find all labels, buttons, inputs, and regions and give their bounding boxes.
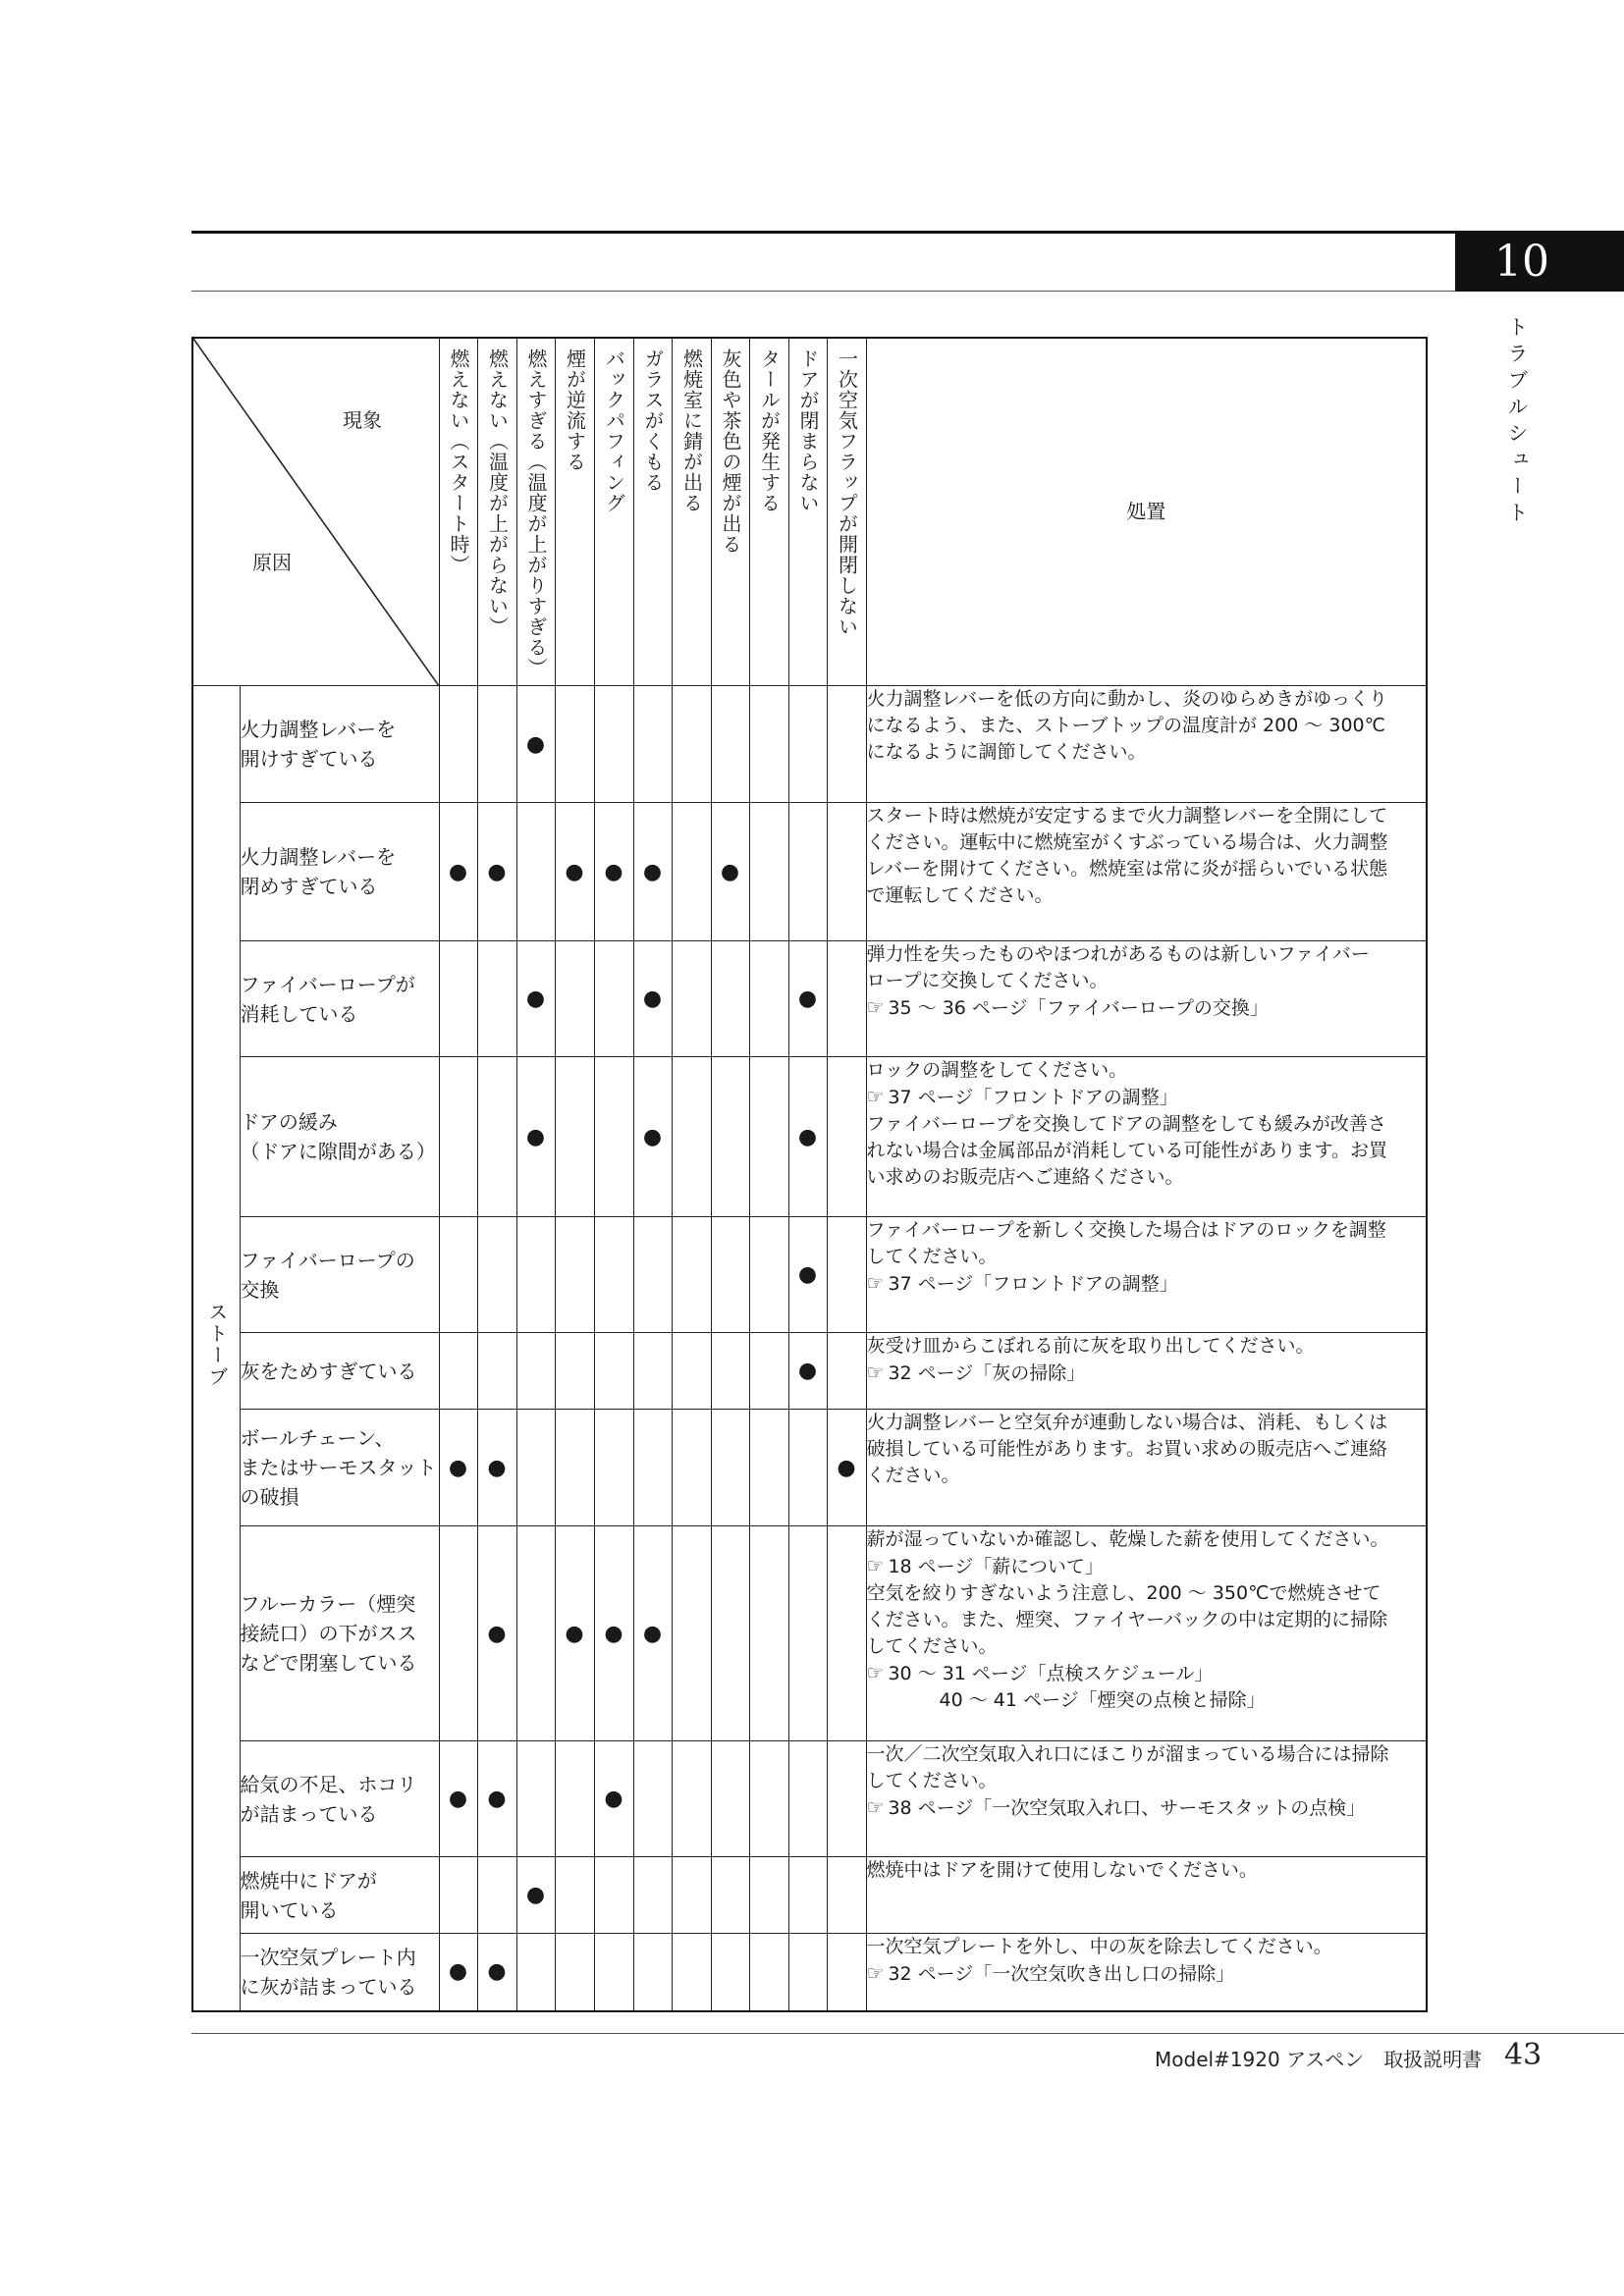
symptom-mark-cell	[749, 1741, 788, 1857]
cause-cell	[240, 941, 439, 1057]
symptom-header	[633, 338, 672, 686]
table-row	[192, 1333, 1427, 1410]
symptom-header	[827, 338, 866, 686]
symptom-mark-cell	[594, 1857, 633, 1934]
symptom-mark-cell	[827, 686, 866, 803]
header-action: 処置	[866, 338, 1427, 686]
header-cause: 原因	[252, 551, 292, 574]
symptom-mark-cell	[516, 1217, 555, 1333]
action-cell	[866, 941, 1427, 1057]
action-text: ください。運転中に燃焼室がくすぶっている場合は、火力調整	[866, 831, 1388, 853]
table-row	[192, 1526, 1427, 1741]
symptom-mark-cell	[555, 941, 594, 1057]
cause-text: 開けすぎている	[240, 747, 378, 771]
troubleshooting-table	[191, 337, 1428, 2012]
bullet-mark-icon: ●	[565, 859, 584, 884]
bullet-mark-icon: ●	[720, 859, 740, 884]
symptom-mark-cell	[788, 1741, 827, 1857]
symptom-mark-cell	[672, 1526, 711, 1741]
symptom-mark-cell	[439, 1057, 477, 1217]
footer-model: Model#1920 アスペン 取扱説明書	[1155, 2048, 1483, 2071]
symptom-mark-cell	[477, 1741, 516, 1857]
pointing-hand-icon: ☞	[866, 1361, 885, 1384]
symptom-mark-cell	[633, 1410, 672, 1526]
action-text: 薪が湿っていないか確認し、乾燥した薪を使用してください。	[866, 1528, 1389, 1550]
action-text: 火力調整レバーと空気弁が連動しない場合は、消耗、もしくは	[866, 1412, 1388, 1433]
symptom-label: バックパフィング	[602, 348, 626, 513]
page-reference-text: 37 ページ「フロントドアの調整」	[888, 1273, 1178, 1295]
action-text: スタート時は燃焼が安定するまで火力調整レバーを全開にして	[866, 805, 1388, 827]
symptom-label: 燃えすぎる（温度が上がりすぎる）	[524, 348, 548, 678]
symptom-mark-cell	[555, 686, 594, 803]
bullet-mark-icon: ●	[837, 1455, 856, 1480]
pointing-hand-icon: ☞	[866, 995, 885, 1019]
bullet-mark-icon: ●	[448, 1455, 468, 1480]
symptom-mark-cell	[633, 1857, 672, 1934]
cause-cell	[240, 1857, 439, 1934]
action-text: ファイバーロープを交換してドアの調整をしても緩みが改善さ	[866, 1113, 1386, 1135]
cause-text: が詰まっている	[240, 1801, 378, 1826]
symptom-header	[439, 338, 477, 686]
symptom-mark-cell	[827, 1057, 866, 1217]
cause-cell	[240, 686, 439, 803]
symptom-mark-cell	[672, 803, 711, 941]
symptom-mark-cell	[788, 1333, 827, 1410]
symptom-mark-cell	[439, 1857, 477, 1934]
action-text: ファイバーロープを新しく交換した場合はドアのロックを調整	[866, 1219, 1386, 1241]
page-number: 43	[1504, 2038, 1543, 2072]
symptom-mark-cell	[672, 1741, 711, 1857]
action-cell	[866, 1741, 1427, 1857]
bullet-mark-icon: ●	[797, 1124, 818, 1149]
symptom-mark-cell	[439, 1741, 477, 1857]
bullet-mark-icon: ●	[448, 859, 468, 884]
action-cell	[866, 1057, 1427, 1217]
symptom-mark-cell	[749, 941, 788, 1057]
symptom-mark-cell	[827, 1410, 866, 1526]
symptom-label: 煙が逆流する	[563, 348, 587, 472]
bullet-mark-icon: ●	[604, 1621, 623, 1646]
cause-cell	[240, 1057, 439, 1217]
cause-text: 火力調整レバーを	[240, 718, 397, 741]
page-reference	[867, 1687, 1427, 1714]
action-text: 一次／二次空気取入れ口にほこりが溜まっている場合には掃除	[866, 1743, 1389, 1765]
cause-text: 燃焼中にドアが	[240, 1868, 377, 1893]
cause-text: 給気の不足、ホコリ	[240, 1772, 417, 1796]
symptom-mark-cell	[477, 1526, 516, 1741]
page-reference-text: 35 ～ 36 ページ「ファイバーロープの交換」	[888, 997, 1269, 1019]
action-text: してください。	[866, 1635, 998, 1657]
symptom-mark-cell	[477, 1057, 516, 1217]
pointing-hand-icon: ☞	[866, 1554, 885, 1577]
symptom-mark-cell	[788, 1526, 827, 1741]
action-text: ロックの調整をしてください。	[866, 1059, 1128, 1081]
symptom-mark-cell	[788, 1857, 827, 1934]
cause-text: （ドアに隙間がある）	[240, 1140, 436, 1163]
cause-text: 交換	[240, 1277, 280, 1302]
symptom-header	[594, 338, 633, 686]
symptom-mark-cell	[633, 941, 672, 1057]
action-text: してください。	[866, 1770, 998, 1791]
page-reference	[867, 1960, 1427, 1988]
symptom-mark-cell	[711, 1934, 749, 2011]
symptom-label: 一次空気フラップが開閉しない	[835, 348, 859, 637]
cause-text: またはサーモスタット	[240, 1456, 437, 1479]
symptom-header	[788, 338, 827, 686]
symptom-mark-cell	[516, 803, 555, 941]
bullet-mark-icon: ●	[642, 1621, 663, 1646]
action-text: してください。	[866, 1246, 998, 1267]
symptom-label: タールが発生する	[757, 348, 782, 513]
table-row	[192, 1934, 1427, 2011]
cause-text: 接続口）の下がスス	[240, 1622, 417, 1645]
symptom-mark-cell	[788, 1410, 827, 1526]
action-text: 弾力性を失ったものやほつれがあるものは新しいファイバー	[866, 943, 1370, 965]
symptom-header	[555, 338, 594, 686]
diagonal-line	[193, 339, 439, 685]
symptom-mark-cell	[594, 1410, 633, 1526]
symptom-mark-cell	[711, 941, 749, 1057]
page-reference	[867, 1553, 1427, 1580]
cause-cell	[240, 1333, 439, 1410]
pointing-hand-icon: ☞	[866, 1961, 885, 1985]
action-text: れない場合は金属部品が消耗している可能性があります。お買	[866, 1140, 1387, 1161]
cause-text: 一次空気プレート内	[240, 1945, 416, 1969]
cause-cell	[240, 1410, 439, 1526]
symptom-mark-cell	[672, 1857, 711, 1934]
cause-cell	[240, 803, 439, 941]
bullet-mark-icon: ●	[797, 987, 818, 1011]
bullet-mark-icon: ●	[797, 1359, 818, 1383]
symptom-label: ガラスがくもる	[641, 348, 665, 493]
cause-text: フルーカラー（煙突	[240, 1592, 416, 1616]
symptom-mark-cell	[749, 1333, 788, 1410]
page-reference-text: 38 ページ「一次空気取入れ口、サーモスタットの点検」	[888, 1797, 1366, 1819]
action-text: レバーを開けてください。燃焼室は常に炎が揺らいでいる状態	[866, 858, 1388, 880]
cause-text: ドアの緩み	[240, 1110, 338, 1134]
table-row	[192, 1857, 1427, 1934]
table-header-row	[192, 338, 1427, 686]
cause-cell	[240, 1934, 439, 2011]
symptom-mark-cell	[516, 1741, 555, 1857]
footer-rule	[191, 2033, 1624, 2034]
symptom-mark-cell	[672, 1410, 711, 1526]
symptom-mark-cell	[594, 1333, 633, 1410]
symptom-label: 燃えない（スタート時）	[447, 348, 470, 575]
symptom-mark-cell	[672, 686, 711, 803]
symptom-mark-cell	[555, 1410, 594, 1526]
bullet-mark-icon: ●	[565, 1621, 584, 1646]
symptom-mark-cell	[516, 1857, 555, 1934]
cause-text: に灰が詰まっている	[240, 1974, 417, 1999]
symptom-mark-cell	[555, 1857, 594, 1934]
symptom-mark-cell	[439, 1934, 477, 2011]
symptom-mark-cell	[633, 1333, 672, 1410]
bullet-mark-icon: ●	[448, 1787, 468, 1811]
symptom-mark-cell	[516, 1410, 555, 1526]
symptom-mark-cell	[672, 941, 711, 1057]
symptom-mark-cell	[827, 1741, 866, 1857]
action-text: 燃焼中はドアを開けて使用しないでください。	[866, 1859, 1258, 1881]
symptom-mark-cell	[516, 1934, 555, 2011]
page-reference-text: 40 ～ 41 ページ「煙突の点検と掃除」	[939, 1689, 1266, 1711]
cause-text: 火力調整レバーを	[240, 845, 397, 869]
symptom-mark-cell	[788, 686, 827, 803]
cause-text: 閉めすぎている	[240, 875, 378, 898]
bullet-mark-icon: ●	[604, 1787, 623, 1811]
symptom-mark-cell	[439, 941, 477, 1057]
action-cell	[866, 1410, 1427, 1526]
cause-text: などで閉塞している	[240, 1651, 417, 1675]
symptom-mark-cell	[749, 1217, 788, 1333]
page-reference	[867, 994, 1427, 1022]
symptom-mark-cell	[477, 1410, 516, 1526]
action-text: い求めのお販売店へご連絡ください。	[866, 1166, 1184, 1188]
action-cell	[866, 686, 1427, 803]
chapter-number: 10	[1455, 233, 1624, 292]
page-reference	[867, 1084, 1427, 1111]
symptom-mark-cell	[477, 1217, 516, 1333]
symptom-mark-cell	[477, 1934, 516, 2011]
cause-cell	[240, 1741, 439, 1857]
symptom-mark-cell	[633, 1934, 672, 2011]
symptom-mark-cell	[555, 1333, 594, 1410]
symptom-mark-cell	[633, 1741, 672, 1857]
symptom-mark-cell	[827, 1526, 866, 1741]
bullet-mark-icon: ●	[448, 1959, 468, 1985]
symptom-mark-cell	[711, 1333, 749, 1410]
bullet-mark-icon: ●	[604, 859, 623, 884]
symptom-mark-cell	[594, 686, 633, 803]
symptom-mark-cell	[516, 686, 555, 803]
symptom-label: 燃えない（温度が上がらない）	[485, 348, 510, 637]
symptom-mark-cell	[477, 803, 516, 941]
symptom-mark-cell	[439, 686, 477, 803]
table-row	[192, 803, 1427, 941]
bullet-mark-icon: ●	[487, 859, 507, 884]
symptom-mark-cell	[555, 1741, 594, 1857]
cause-text: ファイバーロープの	[240, 1248, 415, 1272]
pointing-hand-icon: ☞	[866, 1795, 885, 1819]
table-row	[192, 1217, 1427, 1333]
group-cell	[192, 686, 240, 2011]
symptom-mark-cell	[711, 1526, 749, 1741]
header-diagonal-cell	[192, 338, 439, 686]
cause-text: ボールチェーン、	[240, 1426, 395, 1450]
symptom-mark-cell	[555, 1217, 594, 1333]
bullet-mark-icon: ●	[487, 1959, 507, 1985]
action-text: になるように調節してください。	[866, 741, 1147, 763]
symptom-mark-cell	[711, 803, 749, 941]
symptom-label: 燃焼室に錆が出る	[679, 348, 704, 513]
symptom-mark-cell	[749, 1526, 788, 1741]
action-text: 一次空気プレートを外し、中の灰を除去してください。	[866, 1936, 1332, 1957]
group-label: ストーブ	[204, 1301, 229, 1388]
symptom-mark-cell	[788, 1217, 827, 1333]
symptom-mark-cell	[439, 1217, 477, 1333]
pointing-hand-icon: ☞	[866, 1085, 885, 1108]
action-text: 空気を絞りすぎないよう注意し、200 ～ 350℃で燃焼させて	[866, 1582, 1381, 1604]
symptom-mark-cell	[555, 1057, 594, 1217]
symptom-mark-cell	[633, 1217, 672, 1333]
page-reference-text: 32 ページ「灰の掃除」	[888, 1362, 1086, 1384]
table-row	[192, 1057, 1427, 1217]
symptom-mark-cell	[477, 941, 516, 1057]
symptom-mark-cell	[672, 1333, 711, 1410]
symptom-mark-cell	[439, 1526, 477, 1741]
symptom-mark-cell	[672, 1057, 711, 1217]
action-text: 火力調整レバーを低の方向に動かし、炎のゆらめきがゆっくり	[866, 688, 1387, 710]
bullet-mark-icon: ●	[642, 859, 663, 884]
symptom-mark-cell	[594, 1217, 633, 1333]
symptom-mark-cell	[749, 1410, 788, 1526]
page-reference-text: 37 ページ「フロントドアの調整」	[888, 1087, 1178, 1108]
action-cell	[866, 1526, 1427, 1741]
symptom-mark-cell	[477, 686, 516, 803]
table-row	[192, 1410, 1427, 1526]
page-reference	[867, 1360, 1427, 1387]
symptom-mark-cell	[749, 1057, 788, 1217]
symptom-mark-cell	[477, 1333, 516, 1410]
pointing-hand-icon: ☞	[866, 1271, 885, 1295]
symptom-header	[672, 338, 711, 686]
symptom-mark-cell	[788, 1057, 827, 1217]
symptom-mark-cell	[633, 1057, 672, 1217]
symptom-mark-cell	[594, 1526, 633, 1741]
bullet-mark-icon: ●	[797, 1262, 818, 1287]
action-text: ください。	[866, 1465, 960, 1486]
symptom-mark-cell	[749, 1934, 788, 2011]
page-reference	[867, 1270, 1427, 1298]
symptom-header	[516, 338, 555, 686]
symptom-mark-cell	[555, 1934, 594, 2011]
symptom-mark-cell	[516, 1333, 555, 1410]
action-text: ロープに交換してください。	[866, 970, 1109, 991]
symptom-mark-cell	[827, 1333, 866, 1410]
symptom-mark-cell	[827, 1217, 866, 1333]
pointing-hand-icon: ☞	[866, 1661, 885, 1684]
symptom-mark-cell	[788, 803, 827, 941]
section-title: トラブルシュート	[1505, 316, 1529, 528]
symptom-mark-cell	[749, 1857, 788, 1934]
action-text: 灰受け皿からこぼれる前に灰を取り出してください。	[866, 1335, 1315, 1357]
cause-text: 灰をためすぎている	[240, 1359, 417, 1383]
bullet-mark-icon: ●	[525, 731, 546, 757]
symptom-mark-cell	[594, 1057, 633, 1217]
symptom-mark-cell	[827, 803, 866, 941]
bullet-mark-icon: ●	[487, 1787, 507, 1811]
symptom-mark-cell	[711, 686, 749, 803]
symptom-mark-cell	[788, 941, 827, 1057]
page-reference-text: 30 ～ 31 ページ「点検スケジュール」	[888, 1663, 1214, 1684]
symptom-mark-cell	[827, 1857, 866, 1934]
symptom-mark-cell	[672, 1217, 711, 1333]
symptom-header	[711, 338, 749, 686]
symptom-mark-cell	[711, 1410, 749, 1526]
symptom-mark-cell	[749, 803, 788, 941]
bullet-mark-icon: ●	[487, 1621, 507, 1646]
table-body	[192, 686, 1427, 2011]
cause-text: 開いている	[240, 1897, 339, 1922]
symptom-mark-cell	[827, 941, 866, 1057]
symptom-header	[749, 338, 788, 686]
table-row	[192, 1741, 1427, 1857]
table-row	[192, 686, 1427, 803]
symptom-mark-cell	[827, 1934, 866, 2011]
symptom-mark-cell	[633, 803, 672, 941]
header-phenomenon: 現象	[343, 408, 382, 432]
bullet-mark-icon: ●	[642, 987, 663, 1011]
bullet-mark-icon: ●	[525, 1124, 546, 1149]
symptom-mark-cell	[711, 1741, 749, 1857]
symptom-mark-cell	[555, 1526, 594, 1741]
cause-text: 消耗している	[240, 1001, 358, 1026]
symptom-mark-cell	[594, 803, 633, 941]
action-text: で運転してください。	[866, 884, 1054, 906]
action-text: ください。また、煙突、ファイヤーバックの中は定期的に掃除	[866, 1609, 1388, 1630]
bullet-mark-icon: ●	[487, 1455, 507, 1480]
table-row	[192, 941, 1427, 1057]
symptom-mark-cell	[711, 1857, 749, 1934]
bullet-mark-icon: ●	[642, 1124, 663, 1149]
page-reference-text: 18 ページ「薪について」	[888, 1556, 1104, 1577]
action-cell	[866, 1857, 1427, 1934]
symptom-mark-cell	[788, 1934, 827, 2011]
cause-cell	[240, 1217, 439, 1333]
bullet-mark-icon: ●	[525, 1883, 546, 1907]
action-text: 破損している可能性があります。お買い求めの販売店へご連絡	[866, 1438, 1387, 1460]
symptom-mark-cell	[594, 1934, 633, 2011]
symptom-mark-cell	[672, 1934, 711, 2011]
action-cell	[866, 803, 1427, 941]
symptom-mark-cell	[555, 803, 594, 941]
symptom-label: ドアが閉まらない	[796, 348, 820, 513]
cause-text: ファイバーロープが	[240, 972, 415, 996]
header-rule	[191, 231, 1624, 234]
symptom-label: 灰色や茶色の煙が出る	[719, 348, 742, 555]
symptom-mark-cell	[439, 803, 477, 941]
symptom-mark-cell	[594, 1741, 633, 1857]
cause-text: の破損	[240, 1485, 299, 1509]
symptom-header	[477, 338, 516, 686]
page-reference	[867, 1660, 1427, 1687]
symptom-mark-cell	[516, 1057, 555, 1217]
action-cell	[866, 1333, 1427, 1410]
symptom-mark-cell	[439, 1333, 477, 1410]
bullet-mark-icon: ●	[525, 987, 546, 1011]
symptom-mark-cell	[516, 941, 555, 1057]
page-reference-text: 32 ページ「一次空気吹き出し口の掃除」	[888, 1963, 1235, 1985]
action-cell	[866, 1217, 1427, 1333]
page-reference	[867, 1794, 1427, 1822]
symptom-mark-cell	[633, 1526, 672, 1741]
action-cell	[866, 1934, 1427, 2011]
cause-cell	[240, 1526, 439, 1741]
symptom-mark-cell	[439, 1410, 477, 1526]
symptom-mark-cell	[594, 941, 633, 1057]
symptom-mark-cell	[711, 1057, 749, 1217]
symptom-mark-cell	[711, 1217, 749, 1333]
header-rule-thin	[191, 291, 1455, 292]
symptom-mark-cell	[477, 1857, 516, 1934]
symptom-mark-cell	[633, 686, 672, 803]
action-text: になるよう、また、ストーブトップの温度計が 200 ～ 300℃	[866, 715, 1385, 736]
symptom-mark-cell	[749, 686, 788, 803]
symptom-mark-cell	[516, 1526, 555, 1741]
